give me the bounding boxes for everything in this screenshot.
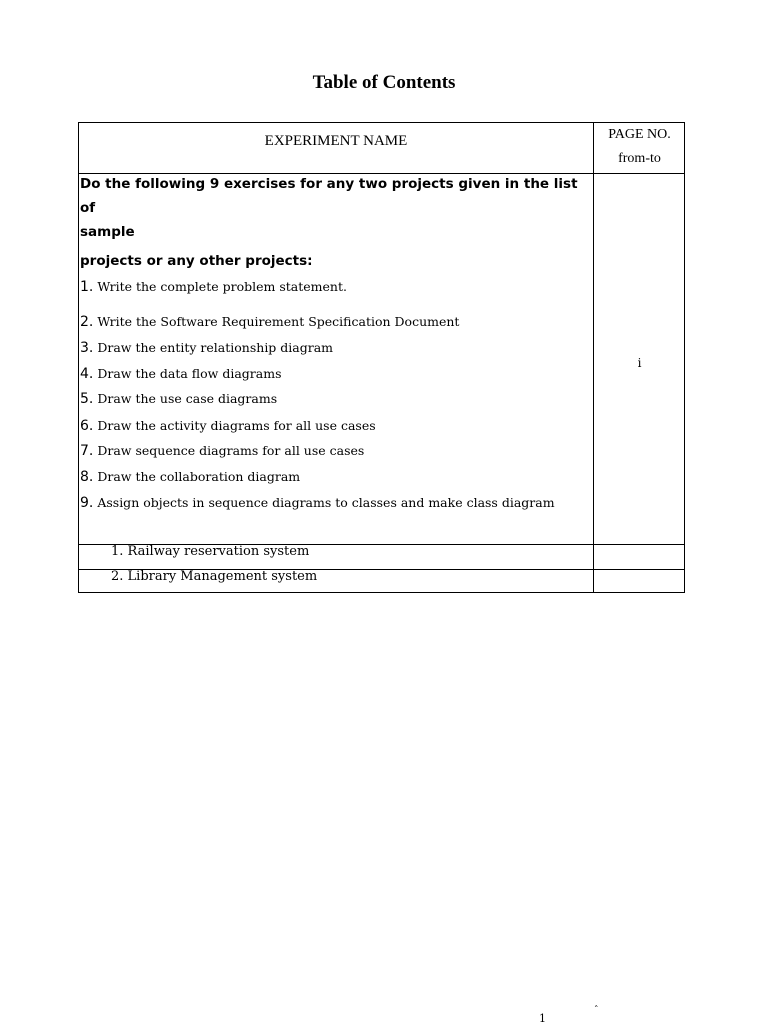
intro-line-3: sample [80, 224, 135, 240]
list-item: 9. Assign objects in sequence diagrams to classes and make class diagram [80, 495, 555, 511]
list-item: 8. Draw the collaboration diagram [80, 469, 301, 485]
list-item: 5. Draw the use case diagrams [80, 391, 278, 407]
list-item: 4. Draw the data flow diagrams [80, 366, 282, 382]
list-item: 1. Write the complete problem statement. [80, 279, 347, 295]
header-page-range: from-to [618, 151, 661, 166]
intro-line-1: Do the following 9 exercises for any two projects given in the list [80, 176, 578, 192]
list-item: 6. Draw the activity diagrams for all use cases [80, 418, 376, 434]
list-item: 2. Write the Software Requirement Specification Document [80, 314, 460, 330]
header-experiment-name: EXPERIMENT NAME [264, 133, 408, 149]
document-title: Table of Contents [312, 72, 456, 93]
intro-line-2: of [80, 200, 96, 216]
intro-line-4: projects or any other projects: [80, 253, 313, 269]
project-item-railway: 1. Railway reservation system [111, 544, 310, 559]
project-item-library: 2. Library Management system [111, 569, 318, 584]
page-reference: i [637, 356, 642, 370]
intro-text [80, 172, 590, 273]
header-page-label: PAGE NO. [608, 127, 671, 142]
footer-mark: ˆ [594, 1006, 599, 1016]
toc-table [78, 122, 685, 593]
list-item: 7. Draw sequence diagrams for all use cases [80, 443, 365, 459]
list-item: 3. Draw the entity relationship diagram [80, 340, 334, 356]
page-number: 1 [539, 1012, 546, 1025]
header-page-no [594, 123, 685, 171]
